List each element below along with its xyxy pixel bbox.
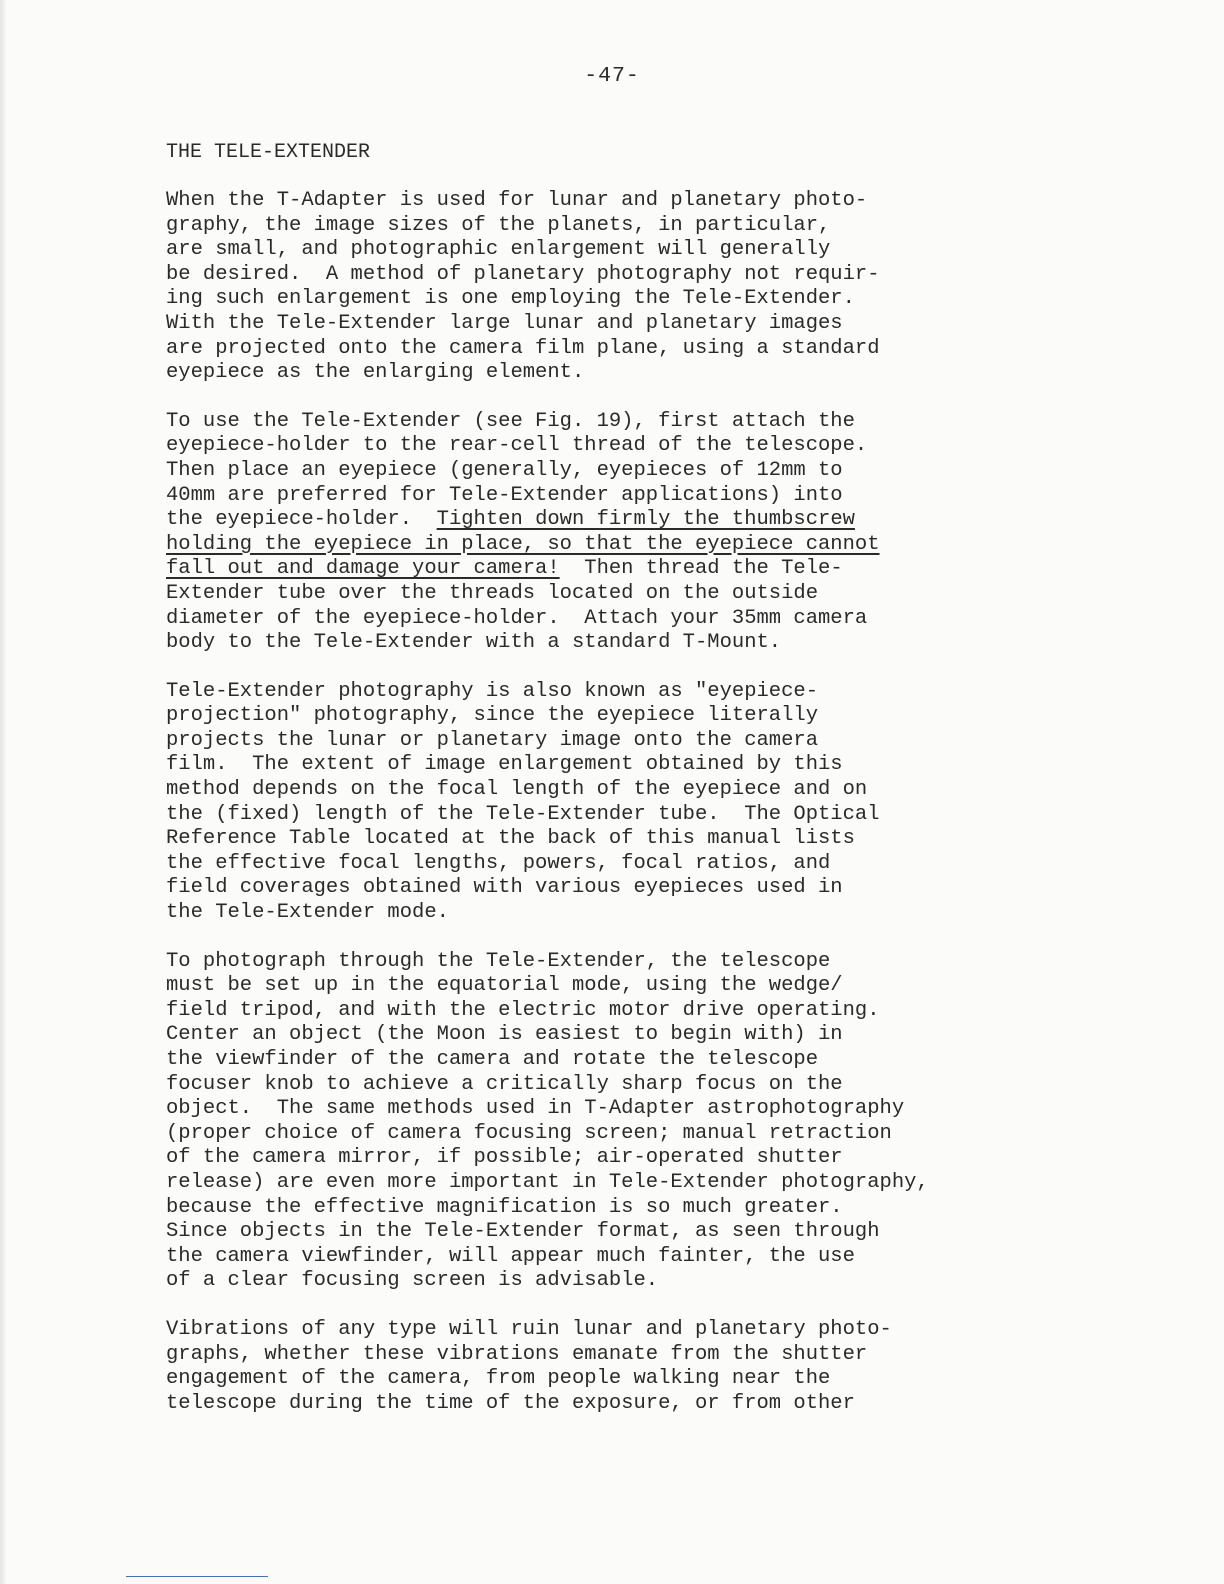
text-line: must be set up in the equatorial mode, using the wedge/ bbox=[166, 974, 843, 998]
text-line: of a clear focusing screen is advisable. bbox=[166, 1269, 659, 1293]
paragraph-eyepiece-projection bbox=[166, 680, 1086, 926]
text-line: the (fixed) length of the Tele-Extender tube. The Optical bbox=[166, 802, 880, 826]
text-line: engagement of the camera, from people walking near the bbox=[166, 1367, 831, 1391]
section-heading: THE TELE-EXTENDER bbox=[166, 141, 371, 164]
text-line bbox=[166, 557, 1086, 582]
text-line: Extender tube over the threads located on the outside bbox=[166, 581, 819, 605]
text-line bbox=[166, 533, 1086, 558]
text-line: object. The same methods used in T-Adapter astrophotography bbox=[166, 1097, 905, 1121]
text-line: 40mm are preferred for Tele-Extender applications) into bbox=[166, 483, 843, 507]
text-segment: the eyepiece-holder. bbox=[166, 508, 437, 532]
text-line: graphs, whether these vibrations emanate from the shutter bbox=[166, 1342, 868, 1366]
text-segment: Then thread the Tele- bbox=[559, 557, 843, 581]
paragraph-setup bbox=[166, 410, 1086, 656]
text-line: are projected onto the camera film plane, using a standard bbox=[166, 336, 880, 360]
paragraph-intro bbox=[166, 189, 1086, 386]
text-line bbox=[166, 508, 1086, 533]
text-line: field tripod, and with the electric motor drive operating. bbox=[166, 998, 880, 1022]
text-line: because the effective magnification is so much greater. bbox=[166, 1195, 843, 1219]
text-line: method depends on the focal length of the eyepiece and on bbox=[166, 778, 868, 802]
text-line: eyepiece as the enlarging element. bbox=[166, 361, 585, 385]
scan-edge-shadow bbox=[0, 0, 7, 1584]
text-line: ing such enlargement is one employing the Tele-Extender. bbox=[166, 287, 855, 311]
text-line: (proper choice of camera focusing screen; manual retraction bbox=[166, 1121, 892, 1145]
text-line: release) are even more important in Tele-Extender photography, bbox=[166, 1170, 929, 1194]
paragraph-photograph-procedure bbox=[166, 950, 1086, 1294]
text-line: When the T-Adapter is used for lunar and planetary photo- bbox=[166, 189, 868, 212]
text-line: Center an object (the Moon is easiest to begin with) in bbox=[166, 1023, 843, 1047]
text-line: To photograph through the Tele-Extender, the telescope bbox=[166, 949, 831, 973]
warning-underlined-text: holding the eyepiece in place, so that the eyepiece cannot bbox=[166, 532, 880, 556]
text-line: field coverages obtained with various eyepieces used in bbox=[166, 876, 843, 900]
document-body bbox=[166, 140, 1086, 1440]
text-line: To use the Tele-Extender (see Fig. 19), first attach the bbox=[166, 409, 855, 433]
text-line: the effective focal lengths, powers, focal ratios, and bbox=[166, 851, 831, 875]
text-line: eyepiece-holder to the rear-cell thread of the telescope. bbox=[166, 434, 868, 458]
text-line: Vibrations of any type will ruin lunar and planetary photo- bbox=[166, 1317, 892, 1341]
text-line: the Tele-Extender mode. bbox=[166, 901, 449, 925]
text-line: focuser knob to achieve a critically sharp focus on the bbox=[166, 1072, 843, 1096]
text-line: diameter of the eyepiece-holder. Attach your 35mm camera bbox=[166, 606, 868, 630]
warning-underlined-text: fall out and damage your camera! bbox=[166, 557, 560, 581]
text-line: of the camera mirror, if possible; air-operated shutter bbox=[166, 1146, 843, 1170]
text-line: With the Tele-Extender large lunar and planetary images bbox=[166, 311, 843, 335]
text-line: telescope during the time of the exposure, or from other bbox=[166, 1391, 855, 1415]
text-line: Tele-Extender photography is also known as "eyepiece- bbox=[166, 679, 819, 703]
text-line: graphy, the image sizes of the planets, in particular, bbox=[166, 213, 831, 237]
text-line: film. The extent of image enlargement obtained by this bbox=[166, 753, 843, 777]
text-line: Then place an eyepiece (generally, eyepieces of 12mm to bbox=[166, 458, 843, 482]
footnote-divider bbox=[126, 1576, 268, 1577]
text-line: the viewfinder of the camera and rotate the telescope bbox=[166, 1048, 819, 1071]
text-line: be desired. A method of planetary photography not requir- bbox=[166, 262, 880, 286]
warning-underlined-text: Tighten down firmly the thumbscrew bbox=[436, 508, 855, 532]
text-line: body to the Tele-Extender with a standard T-Mount. bbox=[166, 631, 782, 655]
text-line: projects the lunar or planetary image onto the camera bbox=[166, 728, 819, 752]
text-line: Since objects in the Tele-Extender format, as seen through bbox=[166, 1220, 880, 1244]
paragraph-vibrations bbox=[166, 1318, 1086, 1416]
text-line: projection" photography, since the eyepiece literally bbox=[166, 704, 819, 728]
page-number: -47- bbox=[584, 64, 640, 88]
text-line: are small, and photographic enlargement will generally bbox=[166, 238, 831, 262]
text-line: Reference Table located at the back of this manual lists bbox=[166, 827, 855, 851]
text-line: the camera viewfinder, will appear much fainter, the use bbox=[166, 1244, 855, 1268]
